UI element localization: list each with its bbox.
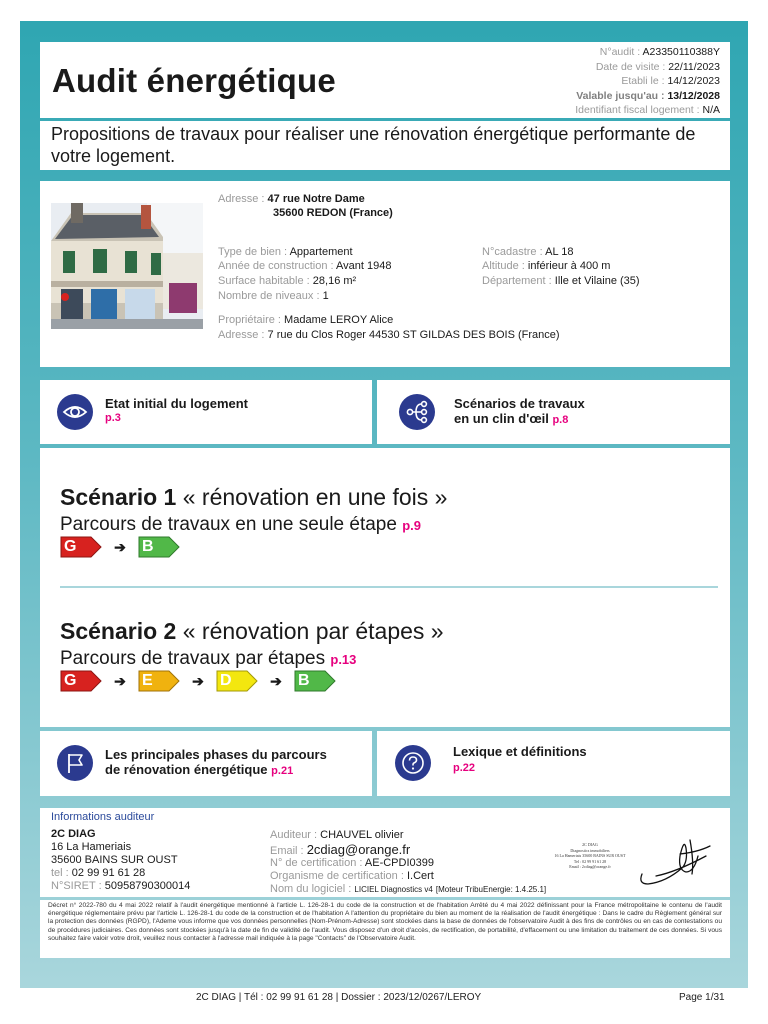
living-surface: Surface habitable : 28,16 m² [218, 275, 357, 287]
scenario1-labels [60, 536, 180, 558]
altitude: Altitude : inférieur à 400 m [482, 260, 611, 272]
meta-valid-until: Valable jusqu'au : 13/12/2028 [576, 89, 720, 102]
header-panel [40, 42, 730, 118]
energy-label-e: E [138, 670, 180, 692]
auditor-company: 2C DIAG [51, 828, 96, 840]
question-icon [395, 745, 431, 781]
nav-etat-text: Etat initial du logement p.3 [105, 396, 249, 424]
audit-meta [575, 45, 720, 118]
scenario1-subtitle: Parcours de travaux en une seule étape p.9 [60, 514, 422, 535]
intro-text: Propositions de travaux pour réaliser une rénovation énergétique performante de votre logement. [40, 121, 730, 170]
auditor-tel: tel : 02 99 91 61 28 [51, 867, 146, 879]
flag-icon [57, 745, 93, 781]
legal-notice: Décret n° 2022-780 du 4 mai 2022 relatif à l'audit énergétique mentionné à l'article L. 126-28-1 du code de la construction et de l'habitation Arrêté du 4 mai 2022 définissant pour la France métropolitaine le contenu de l'audit énergétique réglementaire prévu par l'article L. 126-28-1 du code de la construction et de l'habitation A l'attention du propriétaire du bien au moment de la réalisation de l'audit énergétique : Dans le cadre du Règlement général sur la protection des données (RGPD), l'Ademe vous informe que vos données personnelles (Nom-Prénom-Adresse) sont stockées dans la base de données de l'observatoire Audit à des fins de contrôles ou en cas de contestations ou de procédures judiciaires. Ces données sont stockées jusqu'à la date de fin de validité de l'audit. Vous disposez d'un droit d'accès, de rectification, de portabilité, d'effacement ou une limitation du traitement de ces données. Si vous souhaitez faire valoir votre droit, veuillez nous contacter à l'adresse mail indiquée à la page "Contacts" de l'Observatoire Audit. [40, 900, 730, 958]
arrow-icon: ➔ [114, 672, 126, 689]
energy-label-g: G [60, 536, 102, 558]
nav-etat-initial[interactable] [40, 380, 372, 444]
construction-year: Année de construction : Avant 1948 [218, 260, 392, 272]
levels-count: Nombre de niveaux : 1 [218, 290, 329, 302]
arrow-icon: ➔ [270, 672, 282, 689]
company-stamp: 2C DIAG Diagnostics immobiliers 16 La Hameriais 35600 BAINS SUR OUST Tel : 02 99 91 61 28 Email : 2cdiag@orange.fr [554, 842, 626, 869]
scenario2-title: Scénario 2 « rénovation par étapes » [60, 618, 444, 644]
auditor-software: Nom du logiciel : LICIEL Diagnostics v4 [Moteur TribuEnergie: 1.4.25.1] [270, 883, 547, 895]
scenario2-labels [60, 670, 336, 692]
energy-label-b: B [294, 670, 336, 692]
auditor-cert-org: Organisme de certification : I.Cert [270, 870, 434, 882]
auditor-siret: N°SIRET : 50958790300014 [51, 880, 191, 892]
property-photo [51, 203, 203, 329]
auditor-certification: N° de certification : AE-CPDI0399 [270, 857, 434, 869]
auditor-email: Email : 2cdiag@orange.fr [270, 842, 411, 857]
arrow-icon: ➔ [192, 672, 204, 689]
property-type: Type de bien : Appartement [218, 246, 353, 258]
auditor-panel [40, 808, 730, 897]
nav-scenarios[interactable] [377, 380, 730, 444]
energy-label-g: G [60, 670, 102, 692]
nav-phases-text: Les principales phases du parcours de rénovation énergétique p.21 [105, 747, 327, 777]
auditor-street: 16 La Hameriais [51, 841, 132, 853]
arrow-icon: ➔ [114, 538, 126, 555]
cadastre: N°cadastre : AL 18 [482, 246, 574, 258]
auditor-name: Auditeur : CHAUVEL olivier [270, 829, 404, 841]
meta-audit-number: N°audit : A23350110388Y [599, 46, 720, 58]
auditor-section-title: Informations auditeur [51, 811, 155, 823]
eye-icon [57, 394, 93, 430]
department: Département : Ille et Vilaine (35) [482, 275, 640, 287]
page-title: Audit énergétique [52, 62, 336, 99]
address-line2: 35600 REDON (France) [273, 207, 393, 219]
scenario1-title: Scénario 1 « rénovation en une fois » [60, 484, 448, 510]
meta-fiscal-id: Identifiant fiscal logement : N/A [575, 104, 720, 117]
address-line1: Adresse : 47 rue Notre Dame [218, 193, 365, 205]
nav-lexique-text: Lexique et définitions p.22 [453, 744, 587, 774]
scenario2-subtitle: Parcours de travaux par étapes p.13 [60, 648, 357, 669]
owner: Propriétaire : Madame LEROY Alice [218, 314, 394, 326]
auditor-city: 35600 BAINS SUR OUST [51, 854, 178, 866]
property-panel [40, 181, 730, 367]
nav-scenarios-text: Scénarios de travaux en un clin d'œil p.8 [454, 396, 585, 426]
nav-phases[interactable] [40, 731, 372, 796]
meta-visit-date: Date de visite : 22/11/2023 [595, 60, 720, 73]
footer-info: 2C DIAG | Tél : 02 99 91 61 28 | Dossier : 2023/12/0267/LEROY [196, 992, 482, 1003]
page-number: Page 1/31 [679, 992, 725, 1003]
owner-address: Adresse : 7 rue du Clos Roger 44530 ST GILDAS DES BOIS (France) [218, 329, 560, 341]
energy-label-d: D [216, 670, 258, 692]
branch-icon [399, 394, 435, 430]
scenarios-panel [40, 448, 730, 727]
scenario-separator [60, 586, 718, 588]
meta-issue-date: Etabli le : 14/12/2023 [621, 75, 720, 88]
nav-lexique[interactable] [377, 731, 730, 796]
energy-label-b: B [138, 536, 180, 558]
signature [636, 826, 716, 895]
